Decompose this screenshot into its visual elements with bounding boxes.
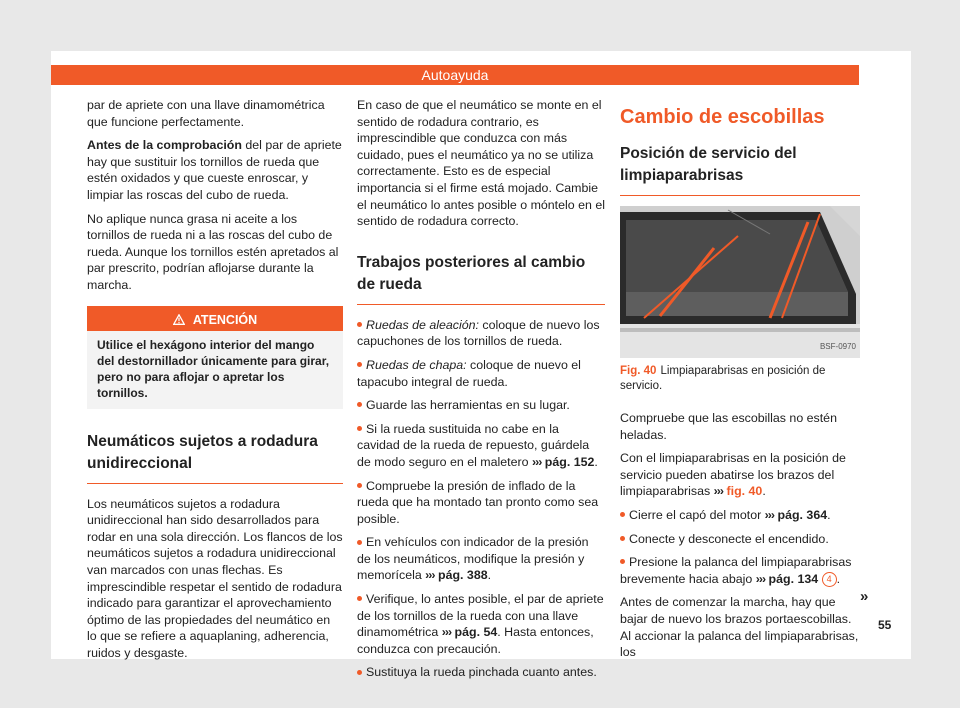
column-left [87, 97, 343, 668]
paragraph: Compruebe que las escobillas no estén heladas. [620, 411, 837, 442]
paragraph: Con el limpiaparabrisas en la posición de servicio pueden abatirse los brazos del limpiaparabrisas ››› fig. 40. [620, 451, 846, 499]
paragraph: No aplique nunca grasa ni aceite a los tornillos de rueda ni a las roscas del cubo de rueda. Aunque los tornillos estén apretados al par prescrito, podrían aflojarse durante la marcha. [87, 211, 339, 292]
paragraph: par de apriete con una llave dinamométrica que funcione perfectamente. [87, 98, 325, 129]
page-reference-link[interactable]: pág. 364 [777, 507, 828, 522]
page-reference-link[interactable]: pág. 152 [544, 454, 595, 469]
list-item: En vehículos con indicador de la presión de los neumáticos, modifique la presión y memorícela ››› pág. 388. [357, 535, 589, 583]
bullet-icon [357, 540, 362, 545]
section-heading: Neumáticos sujetos a rodadura unidireccional [87, 431, 343, 484]
list-item: Si la rueda sustituida no cabe en la cavidad de la rueda de repuesto, guárdela de modo seguro en el maletero ››› pág. 152. [357, 421, 598, 469]
bullet-icon [357, 426, 362, 431]
bullet-icon [357, 322, 362, 327]
list-item: Conecte y desconecte el encendido. [620, 531, 860, 548]
page-reference-link[interactable]: pág. 54 [454, 625, 498, 640]
list-item: Ruedas de chapa: coloque de nuevo el tapacubo integral de rueda. [357, 357, 581, 389]
warning-triangle-icon [173, 313, 193, 327]
figure-code: BSF-0970 [819, 342, 856, 352]
list-item: Ruedas de aleación: coloque de nuevo los capuchones de los tornillos de rueda. [357, 317, 600, 349]
bullet-icon [620, 536, 625, 541]
figure-caption: Fig. 40 Limpiaparabrisas en posición de servicio. [620, 365, 826, 392]
wiper-service-position-figure [620, 206, 860, 358]
bullet-icon [357, 402, 362, 407]
warning-text: Utilice el hexágono interior del mango del destornillador únicamente para girar, pero no para aflojar o apretar los tornillos. [97, 337, 330, 400]
paragraph: Antes de la comprobación del par de apriete hay que sustituir los tornillos de rueda que estén oxidados y que cueste enroscar, y limpiar las roscas del cubo de rueda. [87, 138, 342, 202]
bullet-icon [357, 362, 362, 367]
list-item: Cierre el capó del motor ››› pág. 364. [620, 507, 860, 524]
paragraph: Los neumáticos sujetos a rodadura unidireccional han sido desarrollados para rodar en una sola dirección. Los flancos de los neumáticos sujetos a rodadura unidireccional van marcados con unas flechas. Es imprescindible respetar el sentido de rodadura indicado para garantizar el aprovechamiento óptimo de las propiedades del neumático en lo que se refiere a aquaplaning, adherencia, ruidos y desgaste. [87, 496, 343, 660]
bullet-icon [357, 670, 362, 675]
list-item: Presione la palanca del limpiaparabrisas brevemente hacia abajo ››› pág. 134 4 . [620, 555, 852, 586]
bullet-icon [620, 559, 625, 564]
bullet-icon [620, 512, 625, 517]
section-heading: Posición de servicio del limpiaparabrisas [620, 143, 860, 196]
chapter-title: Cambio de escobillas [620, 106, 825, 128]
list-item: Guarde las herramientas en su lugar. [357, 397, 605, 414]
bullet-icon [357, 596, 362, 601]
column-right [620, 99, 860, 668]
header-bar: Autoayuda [51, 65, 859, 85]
warning-header: ATENCIÓN [87, 309, 343, 331]
paragraph: En caso de que el neumático se monte en el sentido de rodadura contrario, es imprescindible que conduzca con más cuidado, pues el neumático ya no se utiliza correctamente. Esto es de especial importancia si el firme está mojado. Cambie el neumático lo antes posible o móntelo en el sentido de rodadura correcto. [357, 98, 605, 229]
page-reference-link[interactable]: pág. 134 [768, 571, 819, 586]
windshield-wiper-illustration [620, 206, 860, 358]
callout-number: 4 [822, 572, 837, 587]
warning-box [87, 306, 343, 409]
continue-arrow-icon: » [860, 588, 869, 605]
paragraph: Antes de comenzar la marcha, hay que bajar de nuevo los brazos portaescobillas. Al accionar la palanca del limpiaparabrisas, los [620, 595, 859, 660]
page-reference-link[interactable]: pág. 388 [438, 568, 488, 583]
section-heading: Trabajos posteriores al cambio de rueda [357, 252, 605, 305]
figure-reference-link[interactable]: fig. 40 [726, 484, 763, 499]
column-middle [357, 97, 605, 688]
bullet-icon [357, 483, 362, 488]
list-item: Verifique, lo antes posible, el par de apriete de los tornillos de la rueda con una llave dinamométrica ››› pág. 54. Hasta entonces, conduzca con precaución. [357, 592, 604, 656]
page-number: 55 [878, 618, 892, 632]
list-item: Sustituya la rueda pinchada cuanto antes. [357, 664, 605, 681]
list-item: Compruebe la presión de inflado de la rueda que ha montado tan pronto como sea posible. [357, 478, 599, 526]
